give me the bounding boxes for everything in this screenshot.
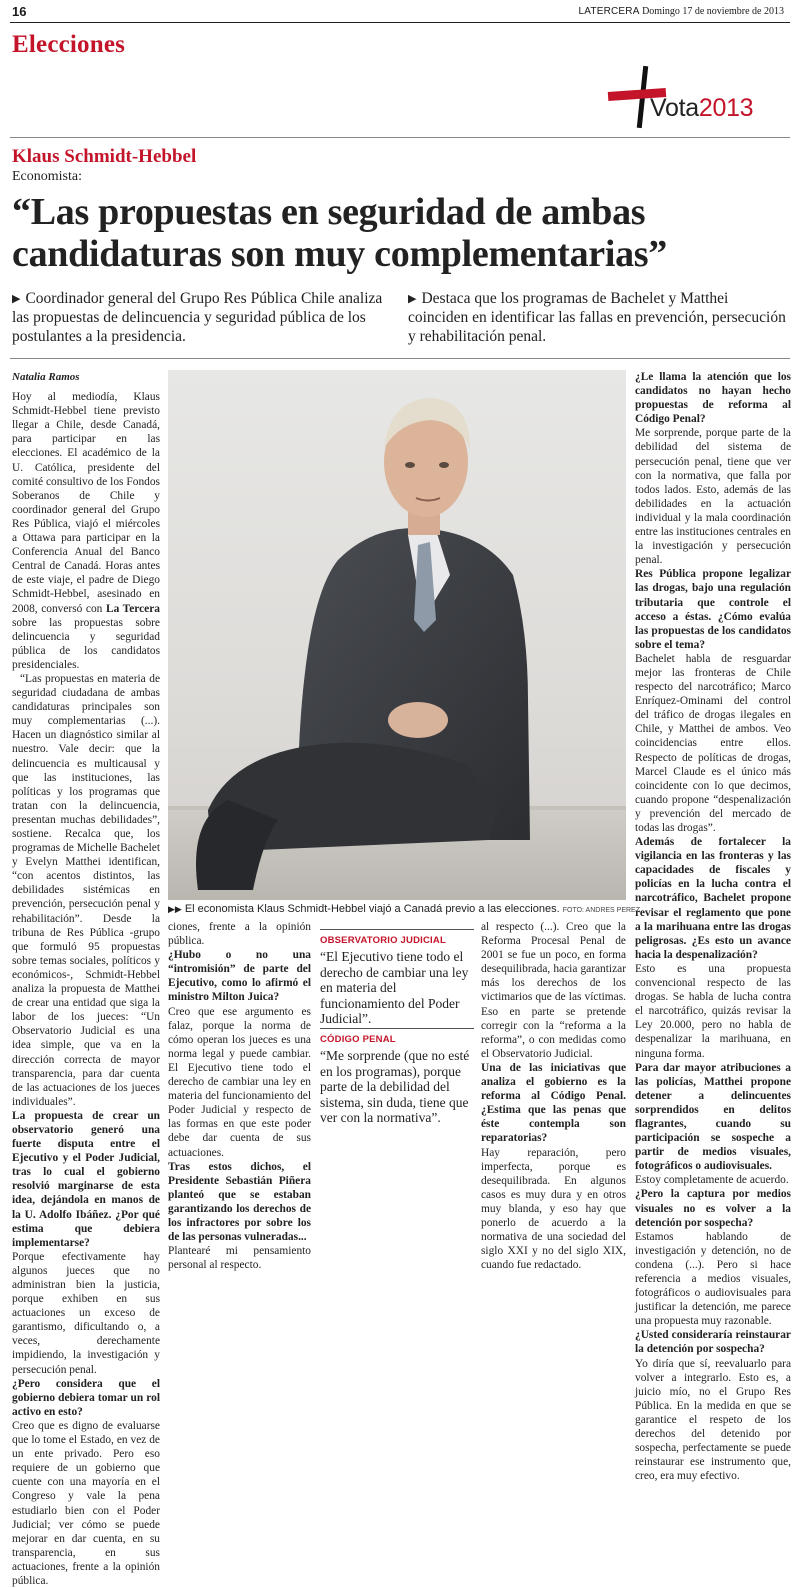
column-third — [481, 920, 626, 1272]
pullquote-text: “El Ejecutivo tiene todo el derecho de cambiar una ley en materia del funcionamiento del Poder Judicial”. — [320, 949, 469, 1027]
question: ¿Pero considera que el gobierno debiera tomar un rol activo en esto? — [12, 1377, 160, 1418]
paragraph: ciones, frente a la opinión pública. — [168, 921, 311, 948]
photo-caption — [168, 903, 640, 915]
photo-credit: FOTO: ANDRES PEREZ — [562, 907, 640, 914]
vota-year: 2013 — [698, 94, 754, 122]
masthead-date: Domingo 17 de noviembre de 2013 — [642, 6, 784, 17]
answer: Creo que ese argumento es falaz, porque la norma de cómo operan los jueces es una norma legal y puede cambiar. El Ejecutivo tiene todo el derecho de cambiar una ley en materia del funcionamiento del Poder Judicial y respecto de las formas en que este poder debe dar cuenta de sus actuaciones. — [168, 1005, 311, 1159]
question: ¿Pero la captura por medios visuales no es volver a la detención por sospecha? — [635, 1188, 791, 1229]
portrait-illustration — [168, 370, 626, 900]
masthead-brand: LATERCERA — [578, 6, 640, 17]
answer: Creo que es digno de evaluarse que lo tome el Estado, en vez de un ente privado. Pero eso requiere de un gobierno que cuente con una mayoría en el Congreso y vale la pena estudiarlo bien con el Poder Judicial; ver cómo se puede mejorar en dar cuenta, en su transparencia, en sus actuaciones, frente a la opinión pública. — [12, 1419, 160, 1587]
pullquote-label: OBSERVATORIO JUDICIAL — [320, 935, 446, 946]
paragraph: al respecto (...). Creo que la Reforma Procesal Penal de 2001 se fue un poco, en forma desequilibrada, hacia garantizar más los derechos de los victimarios que de las víctimas. Eso en parte se pretende corregir con la “reforma a la reforma”, o con medidas como el Observatorio Judicial. — [481, 921, 626, 1060]
answer: Me sorprende, porque parte de la debilidad del sistema de persecución penal, tiene que ver con la normativa, que falla por todos lados. Esto, además de las debilidades en la actuación individual y la mala coordinación entre las instituciones centrales en la investigación y persecución penal. — [635, 427, 791, 567]
question: Tras estos dichos, el Presidente Sebastián Piñera planteó que se estaban garantizando los derechos de los infractores por sobre los de las personas vulneradas... — [168, 1160, 311, 1244]
deck-left — [12, 290, 392, 347]
paragraph: “Las propuestas en materia de seguridad ciudadana de ambas candidaturas principales son muy complementarias (...). Hacen un diagnóstico similar al nuestro. Vale decir: que la delincuencia es multicausal y que las instituciones, las políticas y los programas que tratan con la delincuencia, presentan muchas debilidades”, sostiene. Recalca que, los programas de Michelle Bachelet y Evelyn Matthei identifican, “con acentos distintos, las debilidades sistémicas en prevención, persecución penal y rehabilitación”. Desde la tribuna de Res Pública -grupo que formuló 95 propuestas sobre temas sociales, políticos y económicos-, Schmidt-Hebbel analiza la propuesta de Matthei de crear una entidad que siga la labor de los jueces: “Un Observatorio Judicial es una idea simple, que va en la dirección correcta de mayor transparencia, para dar cuenta de las actuaciones de los jueces individuales”. — [12, 672, 160, 1108]
deck-right — [408, 290, 788, 347]
answer: Plantearé mi pensamiento personal al respecto. — [168, 1245, 311, 1272]
answer: Porque efectivamente hay algunos jueces que no administran bien la justicia, porque exhiben en sus actuaciones un exceso de garantismo, dificultando o, a veces, derechamente impidiendo, la investigación y persecución penal. — [12, 1250, 160, 1376]
answer: Hay reparación, pero imperfecta, porque es desequilibrada. En algunos casos es muy dura y en otros muy blanda, y eso hay que ponerlo de acuerdo a la normativa de una sociedad del siglo XXI y no del siglo XIX, cuando fue redactado. — [481, 1146, 626, 1272]
pullquote-label: CÓDIGO PENAL — [320, 1034, 396, 1045]
page-number: 16 — [12, 4, 27, 19]
byline: Natalia Ramos — [12, 371, 80, 383]
triangle-icon: ▶ — [12, 293, 21, 305]
question: Res Pública propone legalizar las drogas, bajo una regulación tributaria que controle el acceso a éstas. ¿Cómo evalúa las propuestas de los candidatos sobre el tema? — [635, 568, 791, 651]
newspaper-name: La Tercera — [105, 602, 160, 615]
double-arrow-icon: ▶▶ — [168, 904, 182, 914]
column-left — [12, 370, 160, 1587]
intro-text: Hoy al mediodía, Klaus Schmidt-Hebbel tiene previsto llegar a Chile, desde Canadá, para participar en las elecciones. El académico de la U. Católica, presidente del comité consultivo de los Fondos Soberanos de Chile y coordinador general del Grupo Res Pública, viajó el miércoles a Ottawa para participar en la Conferencia Anual del Banco Central de Canadá. Horas antes de este viaje, el padre de Diego Schmidt-Hebbel, asesinado en 2008, conversó con — [12, 391, 160, 615]
answer: Estoy completamente de acuerdo. — [635, 1174, 789, 1187]
question: ¿Hubo o no una “intromisión” de parte del Ejecutivo, como lo afirmó el ministro Milton Juica? — [168, 949, 311, 1004]
section-label: Elecciones — [12, 31, 126, 58]
question: Además de fortalecer la vigilancia en las fronteras y las capacidades de fiscales y policías en la lucha contra el narcotráfico, Bachelet propone revisar el reglamento que pone a la marihuana entre las drogas peligrosas. ¿Es esto un avance hacia la despenalización? — [635, 836, 791, 961]
masthead — [579, 6, 785, 17]
answer: Esto es una propuesta convencional respecto de las drogas. Se habla de lucha contra el narcotráfico, quizás revisar la Ley 20.000, pero no habla de despenalizar la marihuana, en ninguna forma. — [635, 962, 791, 1060]
caption-text: El economista Klaus Schmidt-Hebbel viajó a Canadá previo a las elecciones. — [184, 903, 560, 915]
question: Una de las iniciativas que analiza el gobierno es la reforma al Código Penal. ¿Estima que las penas que éste contempla son reparatorias? — [481, 1061, 626, 1145]
question: Para dar mayor atribuciones a las policías, Matthei propone detener a delincuentes sorprendidos en delitos flagrantes, cuando su participación se sospeche a partir de medios visuales, fotográficos o audiovisuales. — [635, 1061, 791, 1173]
interviewee-role: Economista: — [12, 169, 82, 184]
pullquote-rule — [320, 929, 474, 930]
column-right — [635, 370, 791, 1483]
intro-text-end: sobre las propuestas sobre delincuencia y seguridad pública de los candidatos presidenciales. — [12, 616, 160, 671]
deck-rule — [10, 358, 790, 359]
deck-right-text: Destaca que los programas de Bachelet y Matthei coinciden en identificar las fallas en prevención, persecución y rehabilitación penal. — [408, 290, 786, 345]
answer: Bachelet habla de resguardar mejor las fronteras de Chile respecto del narcotráfico; Marco Enríquez-Ominami del control del tráfico de drogas ilegales en Chile, y Matthei de ambos. Veo coincidencias entre ellos. Respecto de políticas de drogas, Marcel Claude es el único más coincidente con lo que decimos, cuando propone “despenalización y prevención del mercado de todas las drogas”. — [635, 652, 791, 834]
pullquote-rule — [320, 1028, 474, 1029]
logo-rule — [10, 137, 790, 138]
top-rule — [10, 22, 790, 23]
vota-logo-text — [650, 94, 753, 123]
portrait-photo — [168, 370, 626, 900]
triangle-icon: ▶ — [408, 293, 417, 305]
answer: Estamos hablando de investigación y detención, no de condena (...). Pero si hace referencia a medios visuales, fotográficos o audiovisuales para justificar la detención, me parece una propuesta muy razonable. — [635, 1230, 791, 1328]
pullquote-observatorio — [320, 929, 474, 1027]
column-middle — [168, 920, 311, 1272]
interviewee-name: Klaus Schmidt-Hebbel — [12, 146, 197, 167]
pullquote-codigo-penal — [320, 1028, 474, 1126]
vota-word: Vota — [650, 94, 699, 122]
pullquote-text: “Me sorprende (que no esté en los programas), porque parte de la debilidad del sistema, sin duda, tiene que ver con la normativa”. — [320, 1048, 470, 1126]
question: La propuesta de crear un observatorio generó una fuerte disputa entre el Ejecutivo y el Poder Judicial, tras lo cual el gobierno resolvió marginarse de esta idea, dejándola en manos de la U. Adolfo Ibáñez. ¿Por qué estima que debiera implementarse? — [12, 1109, 160, 1249]
question: ¿Le llama la atención que los candidatos no hayan hecho propuestas de reforma al Código Penal? — [635, 371, 791, 426]
question: ¿Usted consideraría reinstaurar la detención por sospecha? — [635, 1329, 791, 1356]
vota-logo — [604, 66, 790, 130]
deck-left-text: Coordinador general del Grupo Res Pública Chile analiza las propuestas de delincuencia y seguridad pública de los postulantes a la presidencia. — [12, 290, 383, 345]
answer: Yo diría que sí, reevaluarlo para volver a integrarlo. Esto es, a juicio mío, no el Grupo Res Pública. En la medida en que se garantice el respeto de los derechos del detenido por sospecha, perfectamente se puede reinstaurar ese instrumento que, creo, era muy efectivo. — [635, 1357, 791, 1483]
paragraph-intro — [12, 390, 160, 672]
headline: “Las propuestas en seguridad de ambas candidaturas son muy complementarias” — [12, 191, 667, 275]
